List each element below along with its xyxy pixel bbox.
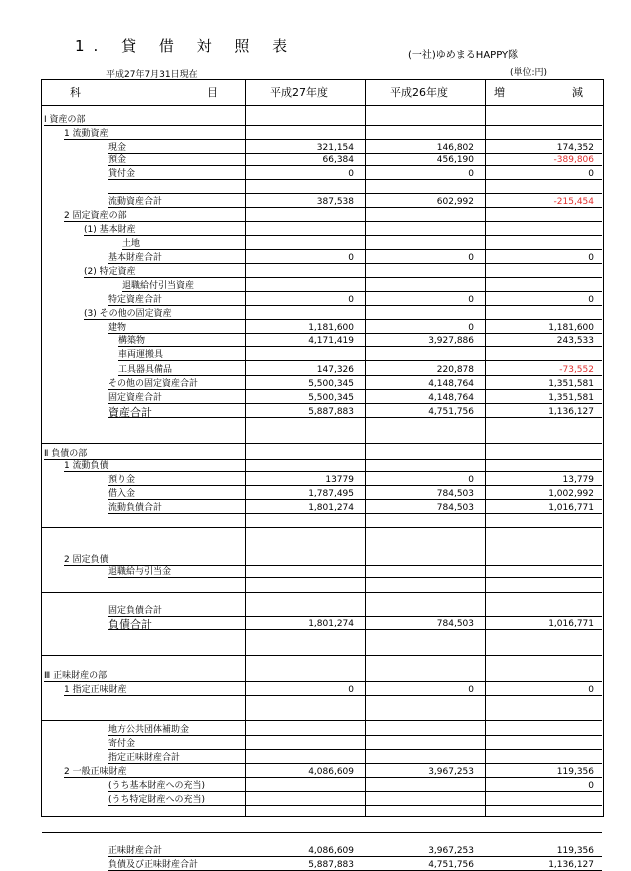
row-label: 構築物 bbox=[118, 336, 146, 346]
table-row bbox=[42, 296, 602, 305]
table-row bbox=[42, 476, 602, 485]
value-previous-year: 146,802 bbox=[436, 143, 474, 153]
value-previous-year: 4,751,756 bbox=[428, 860, 474, 870]
row-label: Ⅱ 負債の部 bbox=[44, 449, 88, 459]
row-label: (3) その他の固定資産 bbox=[84, 309, 172, 319]
row-underline bbox=[64, 695, 602, 696]
page-title: 1. 貸 借 対 照 表 bbox=[75, 37, 297, 55]
row-underline bbox=[108, 805, 602, 806]
row-underline bbox=[108, 389, 602, 390]
value-change: 243,533 bbox=[556, 336, 594, 346]
value-previous-year: 0 bbox=[468, 685, 474, 695]
row-label: 車両運搬具 bbox=[118, 350, 164, 360]
row-underline bbox=[108, 499, 602, 500]
row-underline bbox=[118, 375, 602, 376]
row-label: 流動資産合計 bbox=[108, 197, 163, 207]
table-row bbox=[42, 847, 602, 856]
row-underline bbox=[44, 681, 602, 682]
row-underline bbox=[42, 527, 602, 528]
value-previous-year: 0 bbox=[468, 323, 474, 333]
value-previous-year: 220,878 bbox=[436, 365, 474, 375]
row-underline bbox=[108, 749, 602, 750]
value-current-year: 0 bbox=[348, 685, 354, 695]
value-current-year: 321,154 bbox=[316, 143, 354, 153]
value-previous-year: 0 bbox=[468, 253, 474, 263]
row-label: その他の固定資産合計 bbox=[108, 379, 199, 389]
row-underline bbox=[84, 235, 602, 236]
row-underline bbox=[108, 763, 602, 764]
value-current-year: 387,538 bbox=[316, 197, 354, 207]
table-row bbox=[42, 212, 602, 221]
table-row bbox=[42, 240, 602, 249]
table-row bbox=[42, 768, 602, 777]
header-subject-right: 目 bbox=[207, 86, 218, 99]
table-row bbox=[42, 434, 602, 443]
row-underline bbox=[64, 221, 602, 222]
value-change: 0 bbox=[588, 169, 594, 179]
row-label: 建物 bbox=[108, 323, 127, 333]
table-row bbox=[42, 686, 602, 695]
row-label: 土地 bbox=[122, 239, 141, 249]
value-change: 1,002,992 bbox=[548, 489, 594, 499]
value-previous-year: 0 bbox=[468, 169, 474, 179]
row-label: 固定資産合計 bbox=[108, 393, 163, 403]
row-label: 預金 bbox=[108, 155, 127, 165]
table-row bbox=[42, 156, 602, 165]
row-underline bbox=[42, 832, 602, 833]
value-previous-year: 3,967,253 bbox=[428, 767, 474, 777]
value-current-year: 5,887,883 bbox=[308, 407, 354, 417]
row-underline bbox=[108, 153, 602, 154]
table-row bbox=[42, 116, 602, 125]
row-label: 1 流動負債 bbox=[64, 461, 109, 471]
table-row bbox=[42, 198, 602, 207]
row-underline bbox=[108, 305, 602, 306]
value-current-year: 1,181,600 bbox=[308, 323, 354, 333]
row-label: 貸付金 bbox=[108, 169, 136, 179]
row-underline bbox=[108, 333, 602, 334]
value-current-year: 4,086,609 bbox=[308, 846, 354, 856]
row-label: 退職給与引当金 bbox=[108, 567, 172, 577]
row-label: Ⅰ 資産の部 bbox=[44, 115, 86, 125]
row-underline bbox=[42, 720, 602, 721]
value-change: 174,352 bbox=[556, 143, 594, 153]
value-previous-year: 0 bbox=[468, 475, 474, 485]
balance-sheet-table bbox=[41, 79, 604, 870]
value-previous-year: 0 bbox=[468, 295, 474, 305]
value-current-year: 5,500,345 bbox=[308, 393, 354, 403]
row-underline bbox=[108, 485, 602, 486]
value-change: 1,181,600 bbox=[548, 323, 594, 333]
row-label: 寄付金 bbox=[108, 739, 136, 749]
table-row bbox=[42, 462, 602, 471]
row-underline bbox=[64, 139, 602, 140]
value-previous-year: 456,190 bbox=[436, 155, 474, 165]
row-label: Ⅲ 正味財産の部 bbox=[44, 671, 108, 681]
value-current-year: 0 bbox=[348, 295, 354, 305]
value-previous-year: 3,927,886 bbox=[428, 336, 474, 346]
header-subject-left: 科 bbox=[70, 86, 81, 99]
value-change: 1,136,127 bbox=[548, 860, 594, 870]
row-underline bbox=[122, 291, 602, 292]
table-row bbox=[42, 556, 602, 565]
row-underline bbox=[44, 125, 602, 126]
organization-name: (一社)ゆめまるHAPPY隊 bbox=[408, 50, 519, 61]
row-label: 資産合計 bbox=[108, 406, 152, 419]
value-previous-year: 4,148,764 bbox=[428, 393, 474, 403]
row-underline bbox=[108, 856, 602, 857]
table-row bbox=[42, 861, 602, 870]
value-change: 119,356 bbox=[556, 767, 594, 777]
header-previous-year: 平成26年度 bbox=[390, 86, 448, 99]
table-row bbox=[42, 711, 602, 720]
table-row bbox=[42, 450, 602, 459]
row-underline bbox=[122, 249, 602, 250]
table-row bbox=[42, 782, 602, 791]
row-label: 1 指定正味財産 bbox=[64, 685, 127, 695]
table-row bbox=[42, 337, 602, 346]
header-change-increase: 増 bbox=[494, 86, 505, 99]
row-underline bbox=[42, 592, 602, 593]
value-change: 0 bbox=[588, 781, 594, 791]
row-underline bbox=[108, 735, 602, 736]
row-label: 特定資産合計 bbox=[108, 295, 163, 305]
header-change-decrease: 減 bbox=[572, 86, 583, 99]
row-underline bbox=[108, 577, 602, 578]
row-underline bbox=[108, 403, 602, 404]
table-row bbox=[42, 672, 602, 681]
value-previous-year: 784,503 bbox=[436, 489, 474, 499]
table-row bbox=[42, 226, 602, 235]
table-row bbox=[42, 380, 602, 389]
row-label: 負債合計 bbox=[108, 618, 152, 631]
value-previous-year: 4,751,756 bbox=[428, 407, 474, 417]
value-previous-year: 3,967,253 bbox=[428, 846, 474, 856]
row-underline bbox=[108, 629, 602, 630]
row-underline bbox=[108, 165, 602, 166]
value-previous-year: 784,503 bbox=[436, 503, 474, 513]
row-label: 固定負債合計 bbox=[108, 606, 163, 616]
row-underline bbox=[108, 207, 602, 208]
value-current-year: 13779 bbox=[325, 475, 354, 485]
value-change: -215,454 bbox=[553, 197, 594, 207]
row-underline bbox=[42, 655, 602, 656]
value-change: 1,136,127 bbox=[548, 407, 594, 417]
row-underline bbox=[42, 443, 602, 444]
row-underline bbox=[118, 360, 602, 361]
unit-label: (単位:円) bbox=[510, 68, 548, 78]
row-underline bbox=[118, 346, 602, 347]
table-row bbox=[42, 490, 602, 499]
value-current-year: 66,384 bbox=[322, 155, 354, 165]
table-row bbox=[42, 607, 602, 616]
table-row bbox=[42, 268, 602, 277]
table-row bbox=[42, 144, 602, 153]
table-row bbox=[42, 130, 602, 139]
row-label: 流動負債合計 bbox=[108, 503, 163, 513]
value-change: 119,356 bbox=[556, 846, 594, 856]
table-row bbox=[42, 646, 602, 655]
table-row bbox=[42, 282, 602, 291]
table-row bbox=[42, 408, 602, 417]
value-previous-year: 602,992 bbox=[436, 197, 474, 207]
table-row bbox=[42, 394, 602, 403]
value-current-year: 5,887,883 bbox=[308, 860, 354, 870]
value-previous-year: 784,503 bbox=[436, 619, 474, 629]
value-current-year: 147,326 bbox=[316, 365, 354, 375]
table-row bbox=[42, 254, 602, 263]
table-row bbox=[42, 823, 602, 832]
value-current-year: 1,787,495 bbox=[308, 489, 354, 499]
row-underline bbox=[64, 565, 602, 566]
row-underline bbox=[84, 277, 602, 278]
value-change: 0 bbox=[588, 295, 594, 305]
row-label: 現金 bbox=[108, 143, 127, 153]
header-divider bbox=[42, 105, 603, 106]
value-change: 1,016,771 bbox=[548, 503, 594, 513]
row-label: 退職給付引当資産 bbox=[122, 281, 195, 291]
table-row bbox=[42, 754, 602, 763]
table-row bbox=[42, 170, 602, 179]
table-row bbox=[42, 518, 602, 527]
row-underline bbox=[108, 513, 602, 514]
table-row bbox=[42, 796, 602, 805]
table-row bbox=[42, 740, 602, 749]
row-label: 借入金 bbox=[108, 489, 136, 499]
row-underline bbox=[108, 193, 602, 194]
row-label: (うち特定財産への充当) bbox=[108, 795, 206, 805]
row-label: 2 固定負債 bbox=[64, 555, 109, 565]
table-row bbox=[42, 351, 602, 360]
row-label: (うち基本財産への充当) bbox=[108, 781, 206, 791]
header-current-year: 平成27年度 bbox=[270, 86, 328, 99]
row-underline bbox=[108, 417, 602, 418]
row-label: 指定正味財産合計 bbox=[108, 753, 181, 763]
value-current-year: 4,086,609 bbox=[308, 767, 354, 777]
value-change: -73,552 bbox=[559, 365, 594, 375]
value-current-year: 1,801,274 bbox=[308, 619, 354, 629]
row-label: 正味財産合計 bbox=[108, 846, 163, 856]
table-row bbox=[42, 583, 602, 592]
row-underline bbox=[108, 791, 602, 792]
value-change: 0 bbox=[588, 685, 594, 695]
table-row bbox=[42, 184, 602, 193]
row-underline bbox=[108, 179, 602, 180]
table-row bbox=[42, 504, 602, 513]
table-row bbox=[42, 726, 602, 735]
table-row bbox=[42, 568, 602, 577]
row-label: 2 固定資産の部 bbox=[64, 211, 127, 221]
row-underline bbox=[84, 319, 602, 320]
row-underline bbox=[108, 263, 602, 264]
row-label: 預り金 bbox=[108, 475, 136, 485]
as-of-date: 平成27年7月31日現在 bbox=[106, 70, 198, 80]
row-label: 1 流動資産 bbox=[64, 129, 109, 139]
row-label: 工具器具備品 bbox=[118, 365, 173, 375]
row-underline bbox=[64, 471, 602, 472]
table-row bbox=[42, 620, 602, 629]
row-underline bbox=[64, 777, 602, 778]
value-previous-year: 4,148,764 bbox=[428, 379, 474, 389]
value-change: 1,016,771 bbox=[548, 619, 594, 629]
row-label: (2) 特定資産 bbox=[84, 267, 136, 277]
value-current-year: 4,171,419 bbox=[308, 336, 354, 346]
value-current-year: 5,500,345 bbox=[308, 379, 354, 389]
row-label: 負債及び正味財産合計 bbox=[108, 860, 199, 870]
value-change: 0 bbox=[588, 253, 594, 263]
value-current-year: 0 bbox=[348, 253, 354, 263]
row-label: 地方公共団体補助金 bbox=[108, 725, 190, 735]
row-underline bbox=[44, 459, 602, 460]
row-label: 2 一般正味財産 bbox=[64, 767, 127, 777]
value-change: -389,806 bbox=[553, 155, 594, 165]
value-change: 13,779 bbox=[562, 475, 594, 485]
row-label: 基本財産合計 bbox=[108, 253, 163, 263]
value-change: 1,351,581 bbox=[548, 379, 594, 389]
value-current-year: 1,801,274 bbox=[308, 503, 354, 513]
row-underline bbox=[108, 616, 602, 617]
value-current-year: 0 bbox=[348, 169, 354, 179]
table-row bbox=[42, 324, 602, 333]
table-row bbox=[42, 310, 602, 319]
value-change: 1,351,581 bbox=[548, 393, 594, 403]
table-row bbox=[42, 366, 602, 375]
row-label: (1) 基本財産 bbox=[84, 225, 136, 235]
